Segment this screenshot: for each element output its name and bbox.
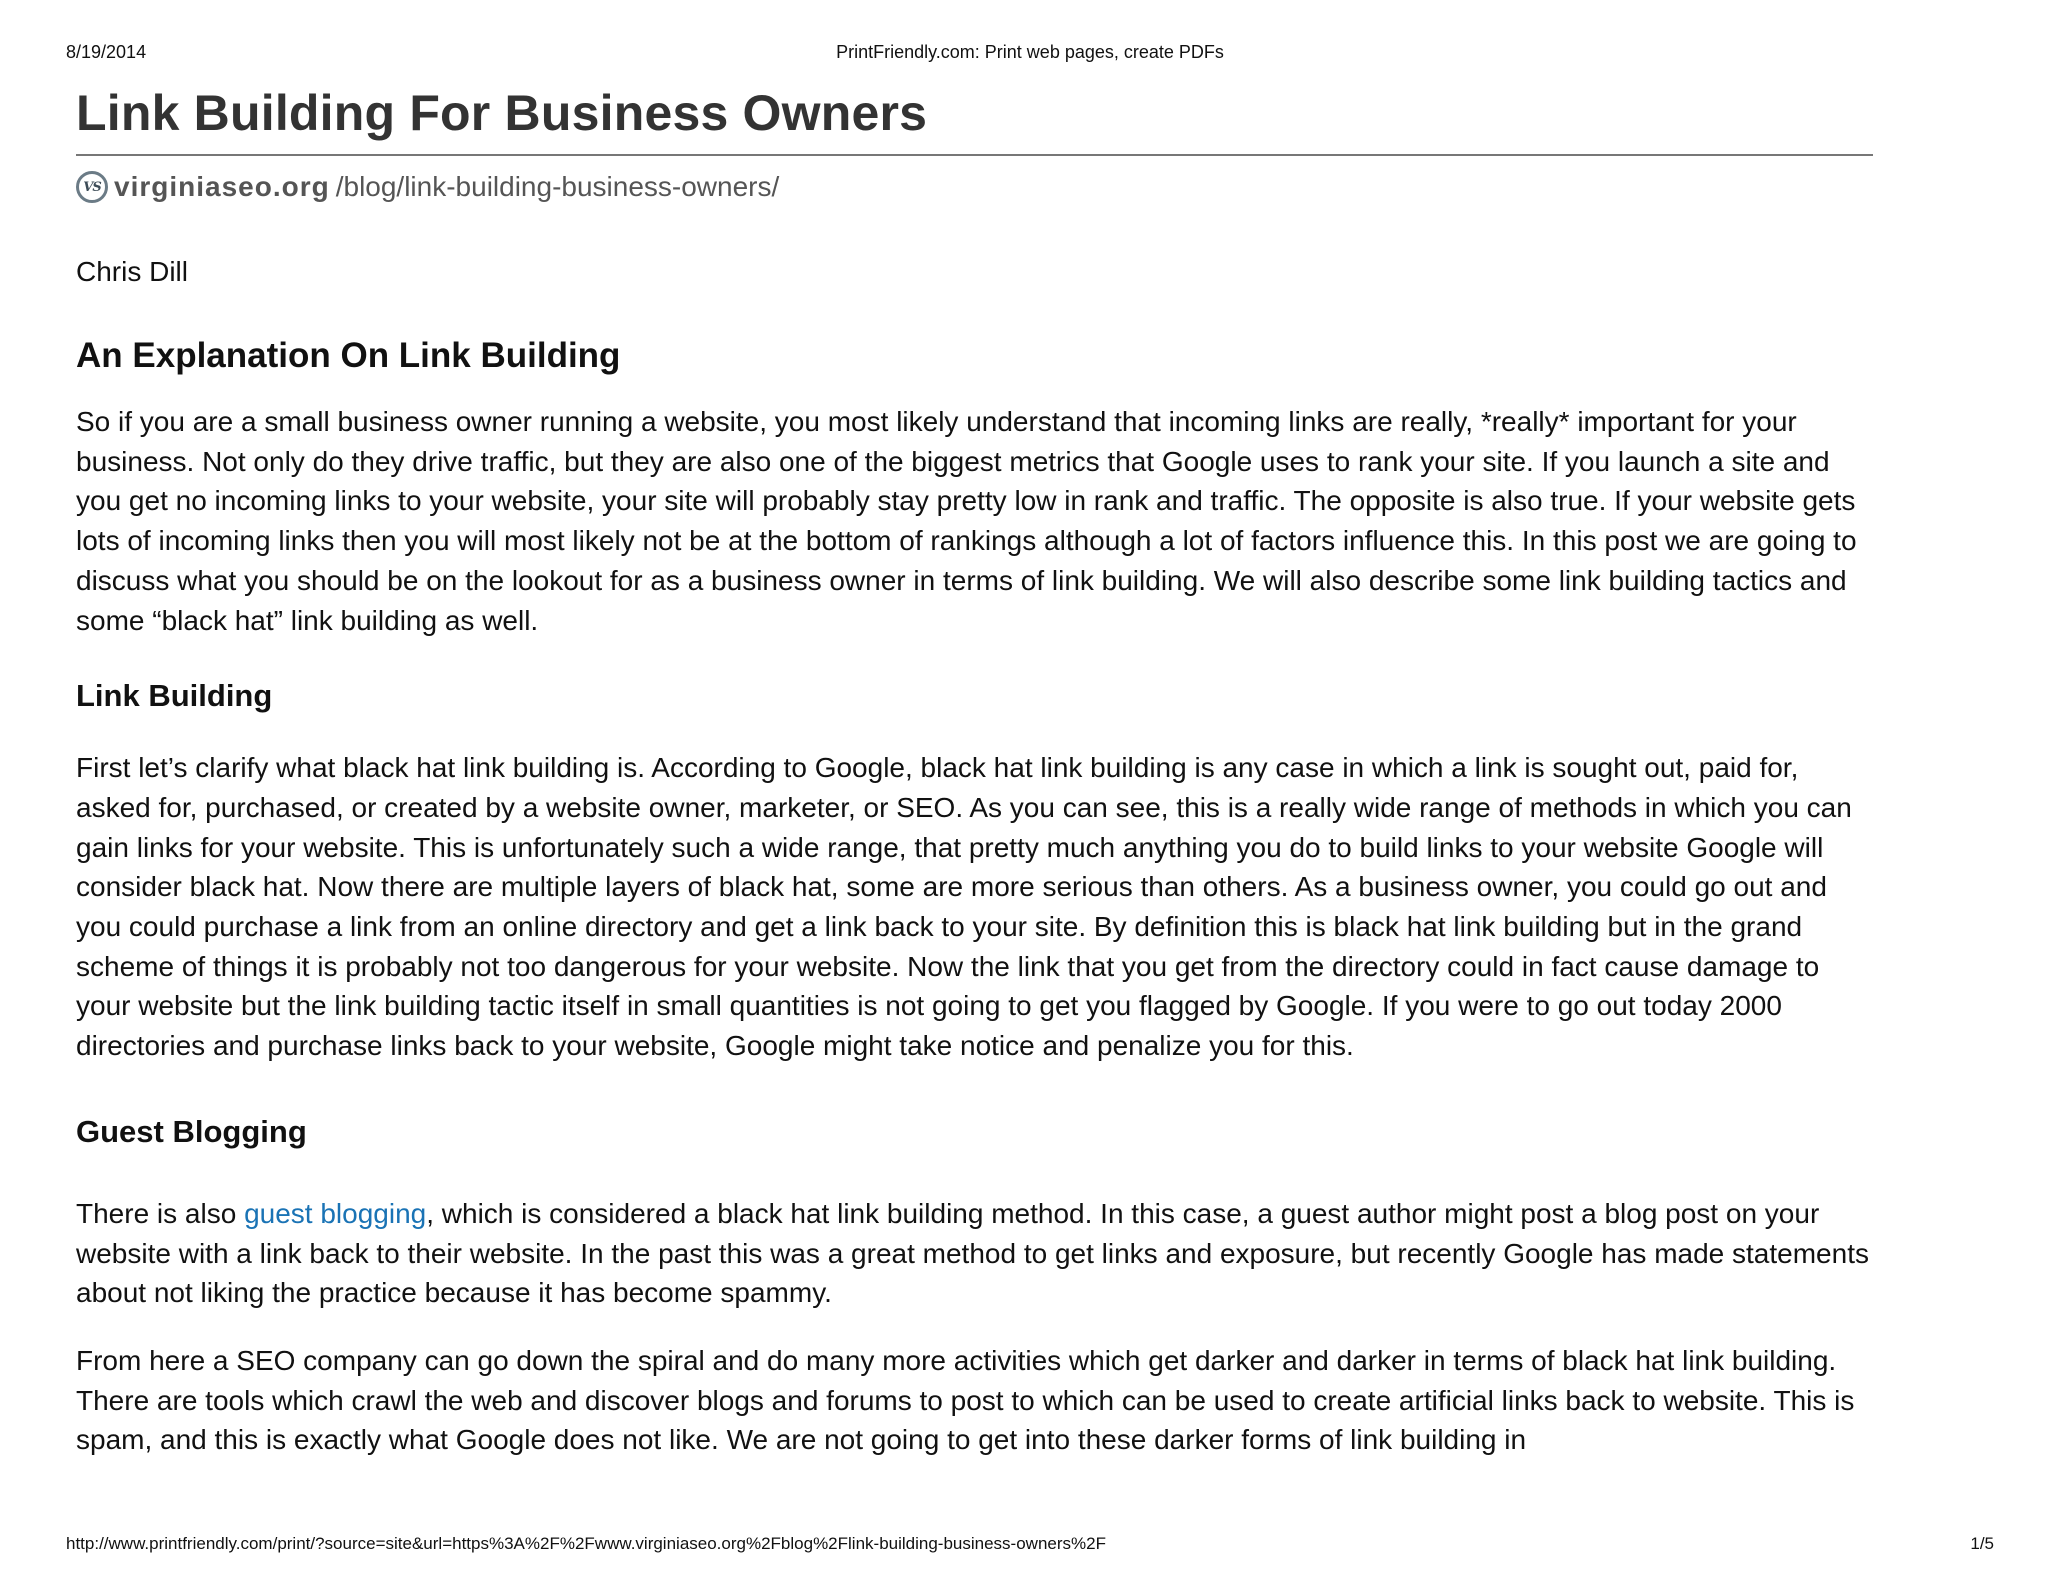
- print-header: [66, 42, 1994, 66]
- title-divider: [76, 154, 1873, 156]
- footer-url: http://www.printfriendly.com/print/?source=site&url=https%3A%2F%2Fwww.virginiaseo.org%2Fblog%2Flink-building-business-owners%2F: [66, 1534, 1106, 1553]
- article: [76, 78, 1876, 1460]
- paragraph-text: There is also: [76, 1197, 245, 1229]
- virginiaseo-logo-icon: [76, 171, 108, 203]
- heading-explanation: An Explanation On Link Building: [76, 336, 621, 375]
- source-domain[interactable]: virginiaseo.org: [114, 171, 330, 202]
- page-number: 1/5: [1970, 1534, 1994, 1553]
- paragraph-guest-blogging: [76, 1194, 1876, 1313]
- print-footer: [66, 1534, 1994, 1558]
- paragraph-link-building: First let’s clarify what black hat link building is. According to Google, black hat link building is any case in which a link is sought out, paid for, asked for, purchased, or created by a website owner, marketer, or SEO. As you can see, this is a really wide range of methods in which you can gain links for your website. This is unfortunately such a wide range, that pretty much anything you do to build links to your website Google will consider black hat. Now there are multiple layers of black hat, some are more serious than others. As a business owner, you could go out and you could purchase a link from an online directory and get a link back to your site. By definition this is black hat link building but in the grand scheme of things it is probably not too dangerous for your website. Now the link that you get from the directory could in fact cause damage to your website but the link building tactic itself in small quantities is not going to get you flagged by Google. If you were to go out today 2000 directories and purchase links back to your website, Google might take notice and penalize you for this.: [76, 752, 1852, 1062]
- source-path[interactable]: /blog/link-building-business-owners/: [335, 171, 780, 202]
- author-name: Chris Dill: [76, 256, 188, 287]
- heading-link-building: Link Building: [76, 678, 273, 714]
- source-line: [76, 168, 1876, 206]
- paragraph-seo-spiral: From here a SEO company can go down the spiral and do many more activities which get darker and darker in terms of black hat link building. There are tools which crawl the web and discover blogs and forums to post to which can be used to create artificial links back to website. This is spam, and this is exactly what Google does not like. We are not going to get into these darker forms of link building in: [76, 1344, 1855, 1456]
- print-page-title: PrintFriendly.com: Print web pages, create PDFs: [836, 42, 1224, 62]
- print-date: 8/19/2014: [66, 42, 147, 62]
- logo-text: VS: [83, 179, 101, 195]
- guest-blogging-link[interactable]: guest blogging: [244, 1197, 427, 1229]
- article-title: Link Building For Business Owners: [76, 85, 928, 141]
- paragraph-explanation: So if you are a small business owner running a website, you most likely understand that incoming links are really, *really* important for your business. Not only do they drive traffic, but they are also one of the biggest metrics that Google uses to rank your site. If you launch a site and you get no incoming links to your website, your site will probably stay pretty low in rank and traffic. The opposite is also true. If your website gets lots of incoming links then you will most likely not be at the bottom of rankings although a lot of factors influence this. In this post we are going to discuss what you should be on the lookout for as a business owner in terms of link building. We will also describe some link building tactics and some “black hat” link building as well.: [76, 406, 1857, 636]
- heading-guest-blogging: Guest Blogging: [76, 1113, 307, 1149]
- paragraph-text: , which is considered a black hat link building method. In this case, a guest author might post a blog post on your website with a link back to their website. In the past this was a great method to get links and exposure, but recently Google has made statements about not liking the practice because it has become spammy.: [76, 1197, 1869, 1309]
